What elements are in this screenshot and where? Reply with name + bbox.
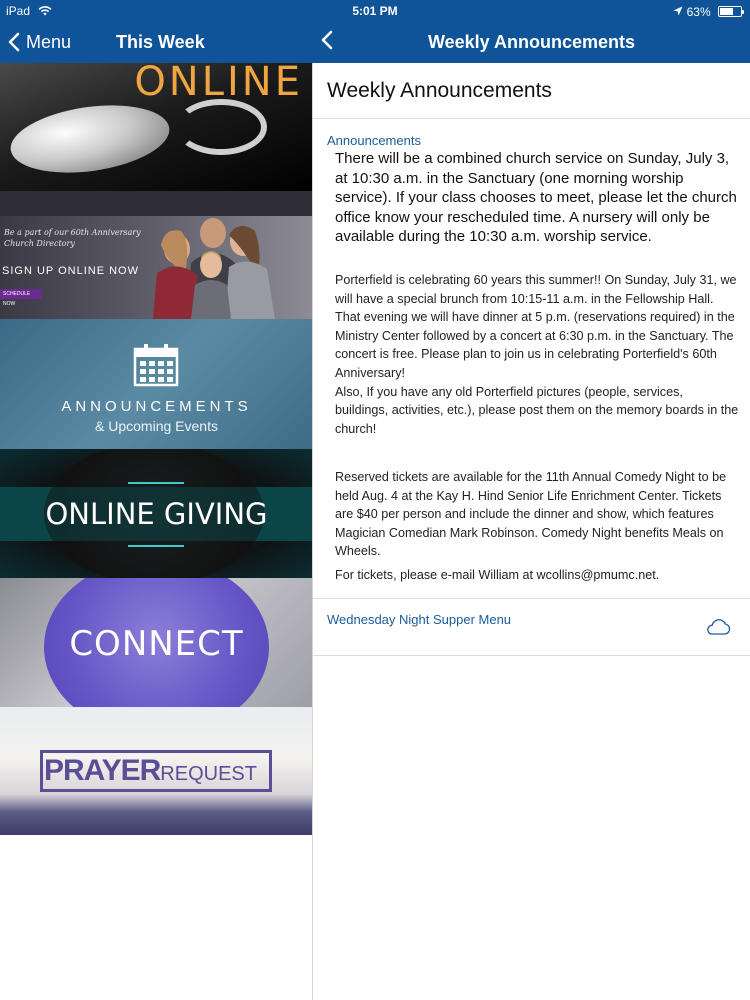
status-time: 5:01 PM (352, 4, 398, 18)
title-divider (313, 118, 750, 119)
announcement-paragraph-2 (335, 271, 739, 438)
announcement-paragraph-2b: Also, If you have any old Porterfield pictures (people, services, buildings, activities, etc.), please post them on the memory boards in the church! (335, 384, 739, 436)
supper-menu-label: Wednesday Night Supper Menu (327, 612, 512, 627)
chevron-left-icon (8, 32, 20, 52)
menu-back-label: Menu (26, 31, 72, 52)
earbud-image (6, 96, 173, 182)
row-divider (313, 655, 750, 656)
status-bar (0, 0, 750, 22)
section-label-announcements[interactable]: Announcements (327, 133, 421, 148)
tile-online-giving[interactable] (0, 449, 313, 578)
tile-directory-signup: SIGN UP ONLINE NOW (2, 265, 139, 277)
right-nav-title: Weekly Announcements (427, 32, 636, 52)
tile-online-title: ONLINE (134, 63, 303, 105)
announcement-paragraph-4: For tickets, please e-mail William at wcollins@pmumc.net. (335, 568, 660, 582)
location-arrow-icon (673, 5, 683, 19)
page-title: Weekly Announcements (327, 79, 552, 102)
battery-icon (718, 6, 742, 17)
announcement-paragraph-2a: Porterfield is celebrating 60 years this summer!! On Sunday, July 31, we will have a special brunch from 10:15-11 a.m. in the Fellowship Hall. That evening we will have dinner at 5 p.m. (reservations required) in the Ministry Center followed by a concert at 6:30 p.m. in the Sanctuary. The concert is free. Please plan to join us in celebrating Porterfield's 60th Anniversary! (335, 273, 737, 380)
tile-prayer-word2: REQUEST (160, 763, 257, 785)
right-nav-bar (313, 22, 750, 63)
tile-announcements[interactable] (0, 319, 313, 449)
menu-back-button[interactable] (8, 30, 71, 54)
tile-giving-rule-bottom (128, 545, 184, 547)
battery-fill (720, 8, 733, 15)
tile-connect-title: CONNECT (69, 624, 244, 664)
announcement-paragraph-1: There will be a combined church service on Sunday, July 3, at 10:30 a.m. in the Sanctuary (one morning worship service). If your class chooses to meet, please let the church office know your rescheduled time. A nursery will only be available during the 10:30 a.m. worship service. (335, 150, 737, 245)
status-right (673, 4, 742, 19)
left-nav-title: This Week (116, 32, 205, 52)
tile-prayer-request[interactable] (0, 707, 313, 835)
tile-online[interactable] (0, 63, 313, 191)
tile-giving-rule-top (128, 482, 184, 484)
left-nav-bar (0, 22, 313, 63)
tile-announcements-title: ANNOUNCEMENTS (61, 398, 252, 415)
schedule-now-badge: SCHEDULE NOW (0, 289, 42, 299)
tile-giving-title: ONLINE GIVING (45, 497, 268, 531)
top-bar (0, 0, 750, 63)
supper-menu-row[interactable] (313, 599, 750, 655)
tile-prayer-title (44, 754, 257, 788)
calendar-icon (133, 343, 179, 392)
tile-directory-script: Be a part of our 60th Anniversary Church Directory (4, 228, 141, 248)
family-photo (125, 201, 305, 319)
cloud-download-icon[interactable] (705, 619, 731, 640)
carrier-label: iPad (6, 4, 52, 19)
tile-directory[interactable] (0, 191, 313, 319)
this-week-list (0, 63, 313, 1000)
tile-connect[interactable] (0, 578, 313, 707)
announcement-paragraph-3: Reserved tickets are available for the 11th Annual Comedy Night to be held Aug. 4 at the Kay H. Hind Senior Life Enrichment Center. Tickets are $40 per person and include the dinner and show, which features Magician Comedian Mark Robinson. Comedy Night benefits Meals on Wheels. (335, 470, 727, 559)
tile-announcements-subtitle: & Upcoming Events (95, 418, 218, 434)
battery-percent: 63% (686, 4, 711, 19)
earbud-cord-image (175, 99, 267, 155)
announcement-detail (313, 63, 750, 1000)
tile-prayer-word1: PRAYER (44, 754, 161, 787)
